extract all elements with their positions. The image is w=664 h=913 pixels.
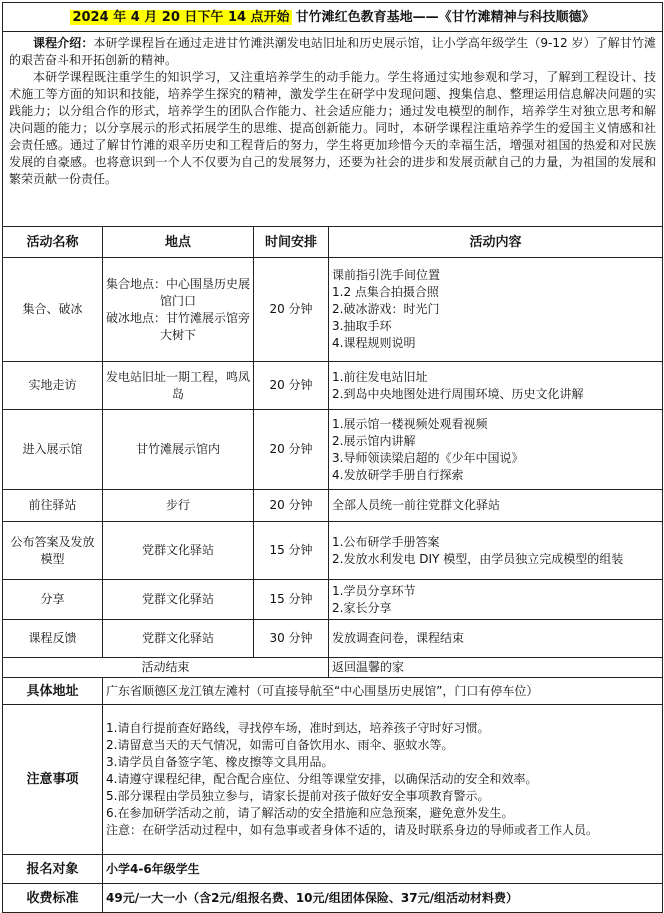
fee-value: 49元/一大一小（含2元/组报名费、10元/组团体保险、37元/组活动材料费） bbox=[103, 884, 663, 913]
table-row bbox=[3, 410, 663, 490]
table-row bbox=[3, 490, 663, 522]
document-title bbox=[3, 3, 663, 32]
note-item: 4.请遵守课程纪律，配合配合座位、分组等课堂安排，以确保活动的安全和效率。 bbox=[106, 772, 538, 786]
intro-p1-text: 本研学课程旨在通过走进甘竹滩洪潮发电站旧址和历史展示馆，让小学高年级学生（9-12 岁）了解甘竹滩的艰苦奋斗和开拓创新的精神。 bbox=[9, 36, 657, 67]
row-activity: 公布答案及发放模型 bbox=[3, 522, 103, 580]
end-row bbox=[3, 658, 663, 678]
row-location: 党群文化驿站 bbox=[103, 620, 254, 658]
address-row bbox=[3, 678, 663, 705]
content-line: 1.学员分享环节 bbox=[332, 583, 416, 598]
address-value: 广东省顺德区龙江镇左滩村（可直接导航至“中心围垦历史展馆”，门口有停车位） bbox=[103, 678, 663, 705]
notes-label: 注意事项 bbox=[3, 705, 103, 855]
row-location: 发电站旧址一期工程，鸣凤岛 bbox=[103, 362, 254, 410]
content-line: 1.展示馆一楼视频处观看视频 bbox=[332, 416, 488, 431]
address-label: 具体地址 bbox=[3, 678, 103, 705]
note-item: 1.请自行提前查好路线，寻找停车场，准时到达，培养孩子守时好习惯。 bbox=[106, 721, 490, 735]
row-content bbox=[329, 620, 663, 658]
end-content: 返回温馨的家 bbox=[329, 658, 663, 678]
content-line: 全部人员统一前往党群文化驿站 bbox=[332, 498, 501, 512]
row-content bbox=[329, 490, 663, 522]
note-item: 3.请学员自备签字笔、橡皮擦等文具用品。 bbox=[106, 755, 334, 769]
row-activity: 前往驿站 bbox=[3, 490, 103, 522]
row-time: 20 分钟 bbox=[254, 490, 329, 522]
location-line: 破冰地点：甘竹滩展示馆旁大树下 bbox=[106, 310, 251, 342]
content-line: 4.发放研学手册自行探索 bbox=[332, 467, 464, 482]
row-location: 甘竹滩展示馆内 bbox=[103, 410, 254, 490]
content-line: 2.家长分享 bbox=[332, 600, 392, 615]
row-content bbox=[329, 580, 663, 620]
end-label: 活动结束 bbox=[3, 658, 329, 678]
row-time: 20 分钟 bbox=[254, 410, 329, 490]
fee-row bbox=[3, 884, 663, 913]
row-content bbox=[329, 258, 663, 362]
intro-paragraph-1 bbox=[9, 35, 656, 69]
row-time: 20 分钟 bbox=[254, 258, 329, 362]
table-row bbox=[3, 258, 663, 362]
row-location: 党群文化驿站 bbox=[103, 522, 254, 580]
content-line: 1.公布研学手册答案 bbox=[332, 534, 440, 549]
table-row bbox=[3, 580, 663, 620]
row-time: 15 分钟 bbox=[254, 580, 329, 620]
content-line: 4.课程规则说明 bbox=[332, 336, 416, 350]
signup-value: 小学4-6年级学生 bbox=[103, 855, 663, 884]
row-activity: 进入展示馆 bbox=[3, 410, 103, 490]
intro-label: 课程介绍： bbox=[33, 36, 94, 50]
row-content bbox=[329, 522, 663, 580]
row-activity: 分享 bbox=[3, 580, 103, 620]
notes-content bbox=[103, 705, 663, 855]
row-activity: 集合、破冰 bbox=[3, 258, 103, 362]
row-content bbox=[329, 410, 663, 490]
content-line: 3.导师领读梁启超的《少年中国说》 bbox=[332, 450, 524, 465]
note-item: 6.在参加研学活动之前，请了解活动的安全措施和应急预案，避免意外发生。 bbox=[106, 806, 514, 820]
row-location: 步行 bbox=[103, 490, 254, 522]
note-item: 5.部分课程由学员独立参与，请家长提前对孩子做好安全事项教育警示。 bbox=[106, 789, 490, 803]
table-row bbox=[3, 522, 663, 580]
row-location bbox=[103, 258, 254, 362]
content-line: 2.破冰游戏：时光门 bbox=[332, 302, 440, 316]
row-time: 15 分钟 bbox=[254, 522, 329, 580]
signup-row bbox=[3, 855, 663, 884]
row-location: 党群文化驿站 bbox=[103, 580, 254, 620]
title-date: 2024 年 4 月 20 日下午 14 点开始 bbox=[72, 9, 290, 25]
note-item: 注意：在研学活动过程中，如有急事或者身体不适的，请及时联系身边的导师或者工作人员。 bbox=[106, 823, 599, 837]
row-activity: 实地走访 bbox=[3, 362, 103, 410]
row-content bbox=[329, 362, 663, 410]
content-line: 1.2 点集合拍摄合照 bbox=[332, 285, 439, 299]
signup-label: 报名对象 bbox=[3, 855, 103, 884]
content-line: 发放调查问卷，课程结束 bbox=[332, 631, 465, 645]
header-content: 活动内容 bbox=[329, 227, 663, 258]
content-line: 3.抽取手环 bbox=[332, 319, 392, 333]
note-item: 2.请留意当天的天气情况，如需可自备饮用水、雨伞、驱蚊水等。 bbox=[106, 738, 454, 752]
content-line: 2.展示馆内讲解 bbox=[332, 433, 416, 448]
header-activity: 活动名称 bbox=[3, 227, 103, 258]
schedule-table bbox=[2, 2, 663, 913]
content-line: 2.发放水利发电 DIY 模型，由学员独立完成模型的组装 bbox=[332, 551, 624, 566]
table-row bbox=[3, 362, 663, 410]
header-time: 时间安排 bbox=[254, 227, 329, 258]
content-line: 1.前往发电站旧址 bbox=[332, 369, 428, 384]
content-line: 2.到岛中央地图处进行周围环境、历史文化讲解 bbox=[332, 386, 584, 401]
table-row bbox=[3, 620, 663, 658]
location-line: 集合地点：中心围垦历史展馆门口 bbox=[106, 276, 251, 308]
notes-row bbox=[3, 705, 663, 855]
row-activity: 课程反馈 bbox=[3, 620, 103, 658]
title-name: 甘竹滩红色教育基地——《甘竹滩精神与科技顺德》 bbox=[295, 9, 595, 25]
course-intro bbox=[3, 32, 663, 227]
header-location: 地点 bbox=[103, 227, 254, 258]
intro-paragraph-2: 本研学课程既注重学生的知识学习，又注重培养学生的动手能力。学生将通过实地参观和学习，了解到工程设计、技术施工等方面的知识和技能，培养学生探究的精神，激发学生在研学中发现问题、搜集信息、整理运用信息解决问题的实践能力；以分组合作的形式，培养学生的团队合作能力、社会适应能力；通过发电模型的制作，培养学生对独立思考和解决问题的能力；以分享展示的形式拓展学生的思维、提高创新能力。同时，本研学课程注重培养学生的爱国主义情感和社会责任感。通过了解甘竹滩的艰辛历史和工程背后的努力，学生将更加珍惜今天的幸福生活，增强对祖国的热爱和对民族发展的自豪感。也将意识到一个人不仅要为自己的发展努力，还要为社会的进步和发展贡献自己的力量，为祖国的发展和繁荣贡献一份责任。 bbox=[9, 70, 657, 186]
row-time: 20 分钟 bbox=[254, 362, 329, 410]
row-time: 30 分钟 bbox=[254, 620, 329, 658]
content-line: 课前指引洗手间位置 bbox=[332, 268, 441, 282]
fee-label: 收费标准 bbox=[3, 884, 103, 913]
